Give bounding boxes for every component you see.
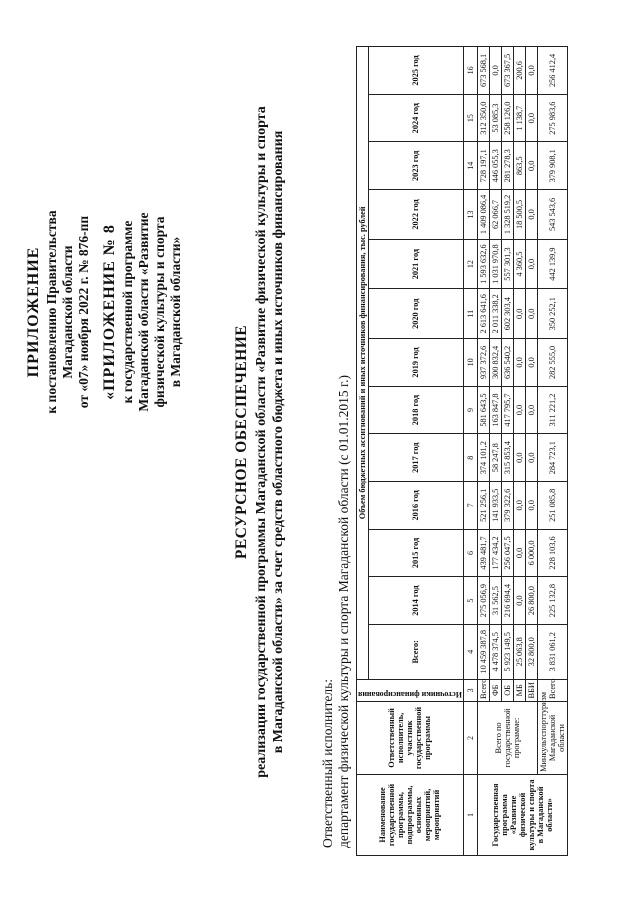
- value-cell: 0,0: [525, 339, 537, 387]
- header-year: 2019 год: [369, 339, 464, 387]
- header-total: Всего:: [369, 624, 464, 679]
- column-number: 11: [463, 289, 477, 339]
- header-line: от «07» ноября 2022 г. № 876-пп: [76, 215, 91, 409]
- header-line: к постановлению Правительства: [44, 210, 59, 414]
- value-cell: 673 367,5: [501, 47, 513, 95]
- value-cell: 258 126,0: [501, 94, 513, 142]
- appendix-number: «ПРИЛОЖЕНИЕ № 8: [101, 224, 118, 400]
- value-cell: 177 434,2: [489, 529, 501, 577]
- header-year: 2014 год: [369, 577, 464, 625]
- value-cell: 251 085,8: [537, 482, 567, 530]
- value-cell: 0,0: [525, 482, 537, 530]
- value-cell: 282 555,0: [537, 339, 567, 387]
- value-cell: 636 540,2: [501, 339, 513, 387]
- value-cell: 1 409 086,4: [477, 190, 489, 240]
- value-cell: 62 066,7: [489, 190, 501, 240]
- column-number: 6: [463, 529, 477, 577]
- header-year: 2018 год: [369, 386, 464, 434]
- value-cell: 32 800,0: [525, 624, 537, 679]
- value-cell: 543 543,6: [537, 190, 567, 240]
- value-cell: 379 322,6: [501, 482, 513, 530]
- header-executor: Ответственный исполнитель, участник государственной программы: [357, 701, 464, 774]
- value-cell: 58 247,8: [489, 434, 501, 482]
- executor-dept: Минкультспорттуризм Магаданской области: [537, 701, 567, 774]
- value-cell: 26 800,0: [525, 577, 537, 625]
- value-cell: 0,0: [489, 47, 501, 95]
- value-cell: 1 593 632,6: [477, 239, 489, 289]
- value-cell: 446 055,3: [489, 142, 501, 190]
- value-cell: 256 412,4: [537, 47, 567, 95]
- column-number: 7: [463, 482, 477, 530]
- header-year: 2017 год: [369, 434, 464, 482]
- header-year: 2022 год: [369, 190, 464, 240]
- value-cell: 4 478 374,5: [489, 624, 501, 679]
- value-cell: 3 831 061,2: [537, 624, 567, 679]
- column-number: 13: [463, 190, 477, 240]
- header-name: Наименование государственной программы, подпрограммы, основных мероприятий, мероприятий: [357, 774, 464, 855]
- header-year: 2016 год: [369, 482, 464, 530]
- executor-all: Всего по государственной программе:: [477, 701, 537, 774]
- header-line: Магаданской области: [60, 245, 75, 379]
- column-number: 2: [463, 701, 477, 774]
- value-cell: 2 011 338,2: [489, 289, 501, 339]
- value-cell: 6 000,0: [525, 529, 537, 577]
- value-cell: 0,0: [513, 386, 525, 434]
- header-source: [357, 679, 464, 701]
- value-cell: 275 983,6: [537, 94, 567, 142]
- value-cell: 0,0: [525, 434, 537, 482]
- value-cell: 0,0: [525, 289, 537, 339]
- value-cell: 937 372,6: [477, 339, 489, 387]
- value-cell: 0,0: [513, 529, 525, 577]
- header-year: 2024 год: [369, 94, 464, 142]
- rotated-page: [20, 12, 620, 892]
- column-number: 16: [463, 47, 477, 95]
- value-cell: 581 643,5: [477, 386, 489, 434]
- value-cell: 602 303,4: [501, 289, 513, 339]
- column-number: 5: [463, 577, 477, 625]
- value-cell: 216 694,4: [501, 577, 513, 625]
- value-cell: 728 197,1: [477, 142, 489, 190]
- value-cell: 0,0: [513, 577, 525, 625]
- source-cell: МБ: [513, 679, 525, 701]
- appendix-header: [26, 162, 184, 462]
- title-main: РЕСУРСНОЕ ОБЕСПЕЧЕНИЕ: [233, 324, 250, 560]
- value-cell: 0,0: [525, 142, 537, 190]
- value-cell: 200,6: [513, 47, 525, 95]
- value-cell: 0,0: [525, 47, 537, 95]
- header-year: 2023 год: [369, 142, 464, 190]
- value-cell: 417 795,7: [501, 386, 513, 434]
- value-cell: 442 139,9: [537, 239, 567, 289]
- source-cell: Всего: [477, 679, 489, 701]
- value-cell: 0,0: [513, 339, 525, 387]
- header-volume: Объем бюджетных ассигнований и иных источников финансирования, тыс. рублей: [357, 47, 369, 680]
- table-row: [537, 47, 567, 856]
- value-cell: 1 328 519,2: [501, 190, 513, 240]
- value-cell: 0,0: [513, 482, 525, 530]
- value-cell: 18 500,5: [513, 190, 525, 240]
- value-cell: 312 350,0: [477, 94, 489, 142]
- column-number: 8: [463, 434, 477, 482]
- header-year: 2020 год: [369, 289, 464, 339]
- value-cell: 673 568,1: [477, 47, 489, 95]
- column-number: 9: [463, 386, 477, 434]
- value-cell: 2 613 641,6: [477, 289, 489, 339]
- document-title: [233, 52, 287, 832]
- value-cell: 281 278,3: [501, 142, 513, 190]
- column-number-row: [463, 47, 477, 856]
- header-year: 2021 год: [369, 239, 464, 289]
- value-cell: 256 047,5: [501, 529, 513, 577]
- value-cell: 0,0: [525, 239, 537, 289]
- source-cell: ФБ: [489, 679, 501, 701]
- column-number: 1: [463, 774, 477, 855]
- column-number: 15: [463, 94, 477, 142]
- value-cell: 374 101,2: [477, 434, 489, 482]
- value-cell: 0,0: [525, 190, 537, 240]
- value-cell: 25 063,8: [513, 624, 525, 679]
- source-cell: ВБИ: [525, 679, 537, 701]
- value-cell: 311 221,2: [537, 386, 567, 434]
- responsible-executor: [320, 375, 352, 848]
- value-cell: 439 481,7: [477, 529, 489, 577]
- source-cell: Всего: [537, 679, 567, 701]
- program-name: Государственная программа «Развитие физической культуры и спорта в Магаданской области»: [477, 774, 567, 855]
- value-cell: 315 853,4: [501, 434, 513, 482]
- column-number: 14: [463, 142, 477, 190]
- title-line: реализации государственной программы Магаданской области «Развитие физической культуры и спорта: [254, 106, 269, 778]
- executor-label: Ответственный исполнитель:: [320, 678, 335, 848]
- source-cell: ОБ: [501, 679, 513, 701]
- value-cell: 557 301,3: [501, 239, 513, 289]
- resource-table: [356, 46, 568, 856]
- column-number: 10: [463, 339, 477, 387]
- value-cell: 4 360,5: [513, 239, 525, 289]
- header-line: к государственной программе: [120, 220, 135, 404]
- title-line: в Магаданской области» за счет средств областного бюджета и иных источников финансирования: [271, 130, 286, 754]
- value-cell: 521 256,1: [477, 482, 489, 530]
- header-line: Магаданской области «Развитие: [136, 212, 151, 412]
- value-cell: 379 908,1: [537, 142, 567, 190]
- value-cell: 228 103,6: [537, 529, 567, 577]
- value-cell: 1 138,7: [513, 94, 525, 142]
- value-cell: 863,5: [513, 142, 525, 190]
- executor-name: департамент физической культуры и спорта Магаданской области (с 01.01.2015 г.): [336, 375, 351, 848]
- value-cell: 10 459 387,8: [477, 624, 489, 679]
- header-year: 2015 год: [369, 529, 464, 577]
- value-cell: 284 723,1: [537, 434, 567, 482]
- header-line: в Магаданской области»: [168, 236, 183, 388]
- header-year: 2025 год: [369, 47, 464, 95]
- value-cell: 0,0: [513, 289, 525, 339]
- value-cell: 275 056,9: [477, 577, 489, 625]
- value-cell: 5 923 149,5: [501, 624, 513, 679]
- value-cell: 53 085,3: [489, 94, 501, 142]
- value-cell: 0,0: [513, 434, 525, 482]
- value-cell: 225 132,8: [537, 577, 567, 625]
- header-line: физической культуры и спорта: [152, 216, 167, 408]
- value-cell: 141 933,5: [489, 482, 501, 530]
- value-cell: 0,0: [525, 386, 537, 434]
- value-cell: 163 847,8: [489, 386, 501, 434]
- column-number: 12: [463, 239, 477, 289]
- appendix-title: ПРИЛОЖЕНИЕ: [25, 246, 42, 378]
- value-cell: 0,0: [525, 94, 537, 142]
- value-cell: 350 252,1: [537, 289, 567, 339]
- column-number: 4: [463, 624, 477, 679]
- value-cell: 31 562,5: [489, 577, 501, 625]
- value-cell: 300 832,4: [489, 339, 501, 387]
- value-cell: 1 031 970,8: [489, 239, 501, 289]
- column-number: 3: [463, 679, 477, 701]
- table-row: [477, 47, 489, 856]
- header-source-text: Источники финансирования: [358, 689, 462, 699]
